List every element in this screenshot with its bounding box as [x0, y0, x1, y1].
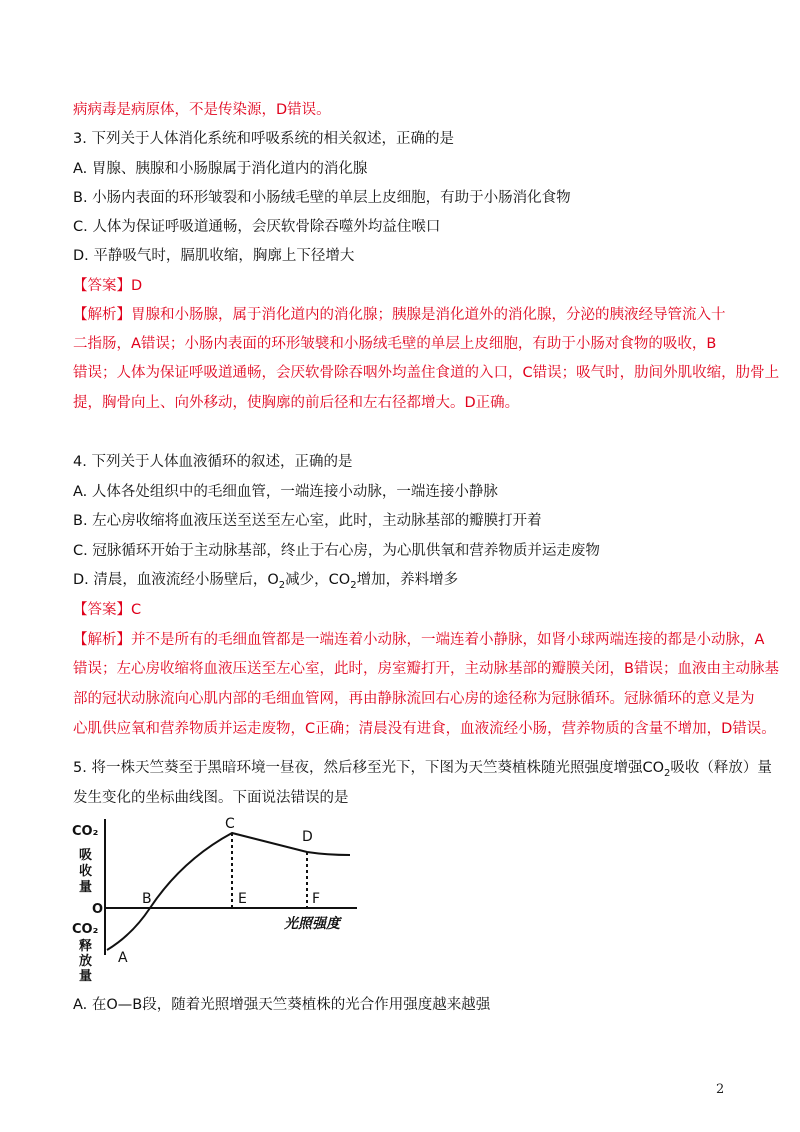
- q4-analysis-line-1: [73, 630, 765, 650]
- option-d-prefix: D. 清晨，血液流经小肠壁后，O: [73, 572, 279, 588]
- analysis-label: 【解析】: [73, 307, 131, 323]
- point-b-label: B: [142, 891, 152, 907]
- y-top-char-2: 收: [79, 864, 93, 879]
- q4-option-d: [73, 570, 740, 596]
- q5-stem-line-1: [73, 758, 772, 784]
- point-a-label: A: [118, 950, 128, 966]
- q3-answer: [73, 276, 740, 296]
- y-top-label: CO₂: [72, 824, 99, 839]
- y-bottom-label: CO₂: [72, 922, 99, 937]
- answer-value: C: [131, 602, 142, 618]
- q4-analysis-line-2: 错误；左心房收缩将血液压送至左心室，此时，房室瓣打开，主动脉基部的瓣膜关闭，B错误；血液由主动脉基: [73, 661, 779, 677]
- q3-analysis-line-1: [73, 305, 740, 325]
- answer-label: 【答案】: [73, 602, 131, 618]
- y-top-char-1: 吸: [79, 848, 93, 863]
- q3-analysis-line-3: 错误；人体为保证呼吸道通畅，会厌软骨除吞咽外均盖住食道的入口，C错误；吸气时，肋间外肌收缩，肋骨上: [73, 365, 780, 381]
- stem-prefix: 5. 将一株天竺葵至于黑暗环境一昼夜，然后移至光下，下图为天竺葵植株随光照强度增强CO: [73, 760, 664, 776]
- stem-suffix: 吸收（释放）量: [670, 760, 772, 776]
- subscript: 2: [278, 579, 286, 591]
- q3-option-b: B. 小肠内表面的环形皱裂和小肠绒毛壁的单层上皮细胞，有助于小肠消化食物: [73, 190, 571, 206]
- q4-stem: 4. 下列关于人体血液循环的叙述，正确的是: [73, 454, 353, 470]
- q3-analysis-line-4: 提，胸骨向上、向外移动，使胸廓的前后径和左右径都增大。D正确。: [73, 395, 520, 411]
- co2-light-graph: [62, 815, 362, 984]
- y-top-char-3: 量: [79, 880, 93, 895]
- x-axis-label: 光照强度: [284, 916, 340, 932]
- analysis-text: 胃腺和小肠腺，属于消化道内的消化腺；胰腺是消化道外的消化腺，分泌的胰液经导管流入十: [131, 307, 726, 323]
- q3-option-c: C. 人体为保证呼吸道通畅，会厌软骨除吞噬外均益住喉口: [73, 219, 441, 235]
- q3-option-a: A. 胃腺、胰腺和小肠腺属于消化道内的消化腺: [73, 161, 368, 177]
- page-number: 2: [716, 1082, 725, 1097]
- origin-label: O: [92, 902, 104, 917]
- q4-option-a: A. 人体各处组织中的毛细血管，一端连接小动脉，一端连接小静脉: [73, 484, 498, 500]
- q3-analysis-line-2: 二指肠，A错误；小肠内表面的环形皱襞和小肠绒毛壁的单层上皮细胞，有助于小肠对食物的吸收，B: [73, 336, 717, 352]
- y-bottom-char-2: 放: [79, 954, 93, 969]
- answer-label: 【答案】: [73, 278, 131, 294]
- answer-value: D: [131, 278, 143, 294]
- q4-option-b: B. 左心房收缩将血液压送至送至左心室，此时，主动脉基部的瓣膜打开着: [73, 513, 542, 529]
- point-d-label: D: [302, 829, 313, 845]
- point-e-label: E: [238, 891, 247, 907]
- point-f-label: F: [312, 891, 321, 907]
- q3-option-d: D. 平静吸气时，膈肌收缩，胸廓上下径增大: [73, 248, 355, 264]
- q4-analysis-line-3: 部的冠状动脉流向心肌内部的毛细血管网，再由静脉流回右心房的途径称为冠脉循环。冠脉循环的意义是为: [73, 691, 755, 707]
- q4-option-c: C. 冠脉循环开始于主动脉基部，终止于右心房，为心肌供氧和营养物质并运走废物: [73, 543, 600, 559]
- subscript: 2: [663, 767, 671, 779]
- q5-option-a: A. 在O—B段，随着光照增强天竺葵植株的光合作用强度越来越强: [73, 997, 491, 1013]
- option-d-suffix: 增加，养料增多: [356, 572, 459, 588]
- q5-stem-line-2: 发生变化的坐标曲线图。下面说法错误的是: [73, 790, 349, 806]
- option-d-mid: 减少，CO: [285, 572, 351, 588]
- analysis-label: 【解析】: [73, 632, 131, 648]
- analysis-text: 并不是所有的毛细血管都是一端连着小动脉，一端连着小静脉，如肾小球两端连接的都是小动脉，A: [131, 632, 765, 648]
- q4-analysis-line-4: 心肌供应氧和营养物质并运走废物，C正确；清晨没有进食，血液流经小肠，营养物质的含量不增加，D错误。: [73, 721, 776, 737]
- y-bottom-char-3: 量: [79, 969, 93, 984]
- point-c-label: C: [225, 816, 235, 832]
- y-bottom-char-1: 释: [79, 939, 93, 954]
- q3-stem: 3. 下列关于人体消化系统和呼吸系统的相关叙述，正确的是: [73, 131, 454, 147]
- q4-answer: [73, 600, 740, 620]
- intro-line: 病病毒是病原体，不是传染源，D错误。: [73, 102, 331, 118]
- subscript: 2: [350, 579, 357, 591]
